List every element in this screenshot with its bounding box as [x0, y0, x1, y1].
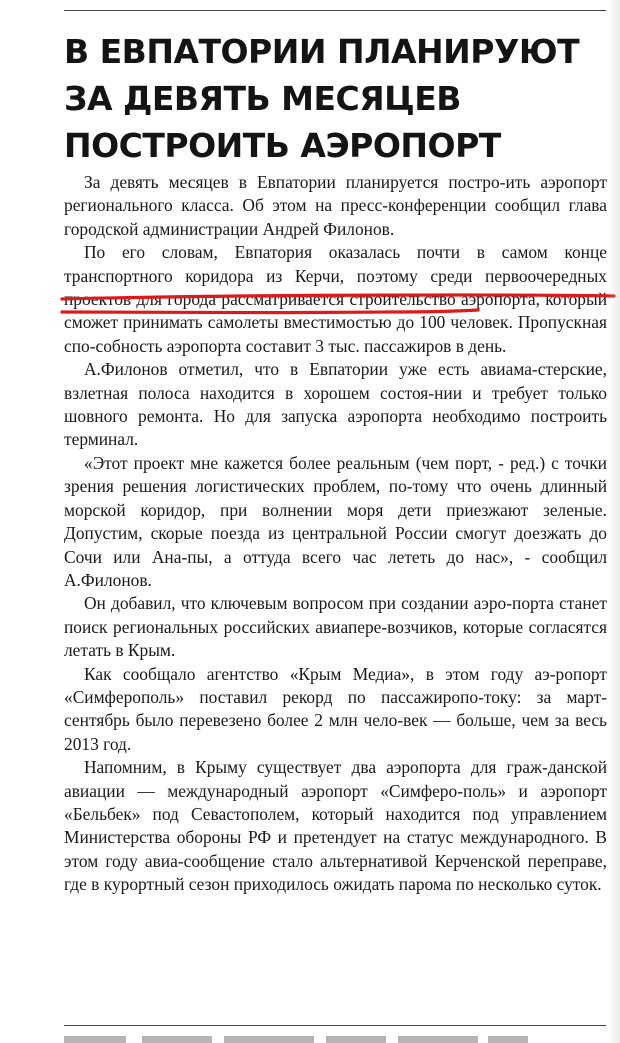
headline-line-3: ПОСТРОИТЬ АЭРОПОРТ — [64, 126, 501, 165]
paragraph-runway: А.Филонов отметил, что в Евпатории уже есть авиама-стерские, взлетная полоса находится в хорошем состоя-нии и требует только шовного ремонта. Но для запуска аэропорта необходимо построить терминал. — [64, 359, 607, 450]
page-edge-shadow — [608, 0, 620, 1043]
paragraph-carriers: Он добавил, что ключевым вопросом при создании аэро-порта станет поиск региональных российских авиапере-возчиков, которые согласятся летать в Крым. — [64, 593, 607, 661]
footer-glyph-block-2 — [142, 1036, 212, 1043]
headline-line-1: В ЕВПАТОРИИ ПЛАНИРУЮТ — [64, 32, 580, 71]
paragraph-crimea-airports: Напомним, в Крыму существует два аэропорта для граж-данской авиации — международный аэропорт «Симферо-поль» и аэропорт «Бельбек» под Севастополем, который находится под управлением Министерства обороны РФ и претендует на статус международного. В этом году авиа-сообщение стало альтернативой Керченской переправе, где в курортный сезон приходилось ожидать парома по несколько суток. — [64, 757, 607, 895]
article-headline — [64, 28, 612, 169]
paragraph-intro: За девять месяцев в Евпатории планируется постро-ить аэропорт регионального класса. Об этом на пресс-конференции сообщил глава городской администрации Андрей Филонов. — [64, 172, 607, 239]
paragraph-simferopol-record: Как сообщало агентство «Крым Медиа», в этом году аэ-ропорт «Симферополь» поставил рекорд по пассажиропо-току: за март-сентябрь было перевезено более 2 млн чело-век — больше, чем за весь 2013 год. — [64, 663, 607, 754]
footer-glyph-block-5 — [398, 1036, 478, 1043]
cropped-footer-text — [64, 1034, 606, 1043]
paragraph-quote: «Этот проект мне кажется более реальным (чем порт, - ред.) с точки зрения решения логистических проблем, по-тому что очень длинный морской коридор, при волнении моря дети приезжают зеленые. Допустим, скорые поезда из центральной России смогут доезжать до Сочи или Ана-пы, а оттуда всего час лететь до нас», - сообщил А.Филонов. — [64, 452, 607, 590]
footer-glyph-block-3 — [224, 1036, 314, 1043]
article-body — [64, 171, 607, 897]
bottom-rule — [64, 1025, 606, 1026]
headline-line-2: ЗА ДЕВЯТЬ МЕСЯЦЕВ — [64, 79, 461, 118]
top-rule — [64, 10, 606, 11]
footer-glyph-block-4 — [326, 1036, 386, 1043]
footer-glyph-block-1 — [64, 1036, 126, 1043]
footer-glyph-block-6 — [488, 1036, 528, 1043]
paragraph-transport-corridor: По его словам, Евпатория оказалась почти в самом конце транспортного коридора из Керчи, поэтому среди первоочередных проектов для города рассматривается строительство аэропорта, который сможет принимать самолеты вместимостью до 100 человек. Пропускная спо-собность аэропорта составит 3 тыс. пассажиров в день. — [64, 242, 607, 356]
